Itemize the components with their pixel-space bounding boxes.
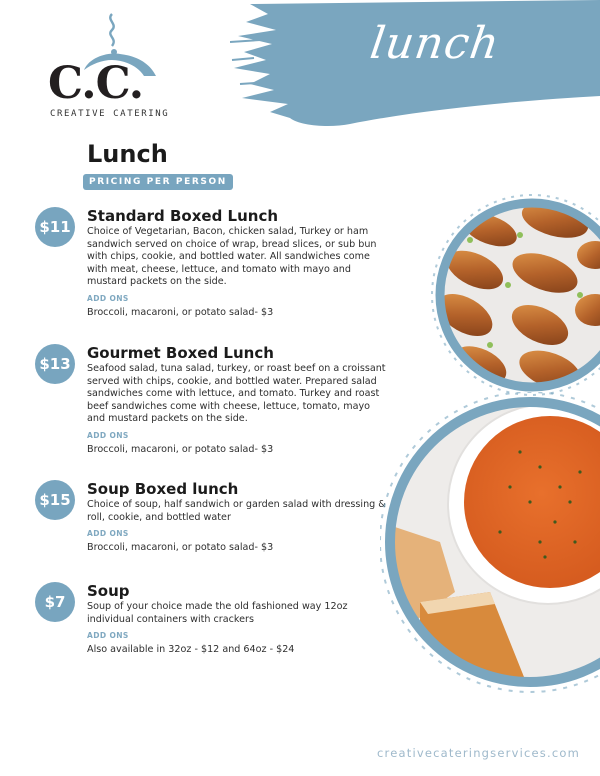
logo-mark: C.C. [48, 58, 144, 109]
item-description: Choice of soup, half sandwich or garden salad with dressing & roll, cookie, and bottled water [87, 499, 386, 523]
pricing-badge: PRICING PER PERSON [83, 174, 233, 190]
logo [40, 10, 170, 125]
addons-label: ADD ONS [87, 293, 129, 303]
logo-subtitle: CREATIVE CATERING [50, 109, 170, 119]
page-title: Lunch [87, 140, 168, 168]
croissant-sandwiches-photo [420, 185, 600, 410]
price-badge: $7 [35, 582, 75, 622]
tomato-soup-photo [380, 392, 600, 702]
item-title: Gourmet Boxed Lunch [87, 344, 274, 362]
banner-title: lunch [367, 18, 503, 69]
item-description: Choice of Vegetarian, Bacon, chicken salad, Turkey or ham sandwich served on choice of wrap, bread slices, or sub bun with chips, cookie, and bottled water. All sandwiches come with meat, cheese, lettuce, and tomato with mayo and mustard packets on the side. [87, 226, 377, 288]
price-badge: $11 [35, 207, 75, 247]
item-title: Soup [87, 582, 130, 600]
addons-label: ADD ONS [87, 529, 129, 539]
item-description: Soup of your choice made the old fashioned way 12oz individual containers with crackers [87, 601, 348, 625]
addons-text: Broccoli, macaroni, or potato salad- $3 [87, 443, 274, 455]
addons-label: ADD ONS [87, 430, 129, 440]
price-badge: $15 [35, 480, 75, 520]
item-description: Seafood salad, tuna salad, turkey, or roast beef on a croissant served with chips, cookie, and bottled water. Prepared salad sandwiches come with lettuce, and tomato. Turkey and roast beef sandwiches come with cheese, lettuce, tomato, mayo and mustard packets on the side. [87, 363, 386, 425]
addons-text: Broccoli, macaroni, or potato salad- $3 [87, 542, 274, 554]
item-title: Soup Boxed lunch [87, 480, 239, 498]
item-title: Standard Boxed Lunch [87, 207, 279, 225]
price-badge: $13 [35, 344, 75, 384]
addons-text: Also available in 32oz - $12 and 64oz - $24 [87, 644, 295, 656]
addons-label: ADD ONS [87, 631, 129, 641]
addons-text: Broccoli, macaroni, or potato salad- $3 [87, 306, 274, 318]
footer-website-link[interactable]: creativecateringservices.com [377, 746, 580, 760]
